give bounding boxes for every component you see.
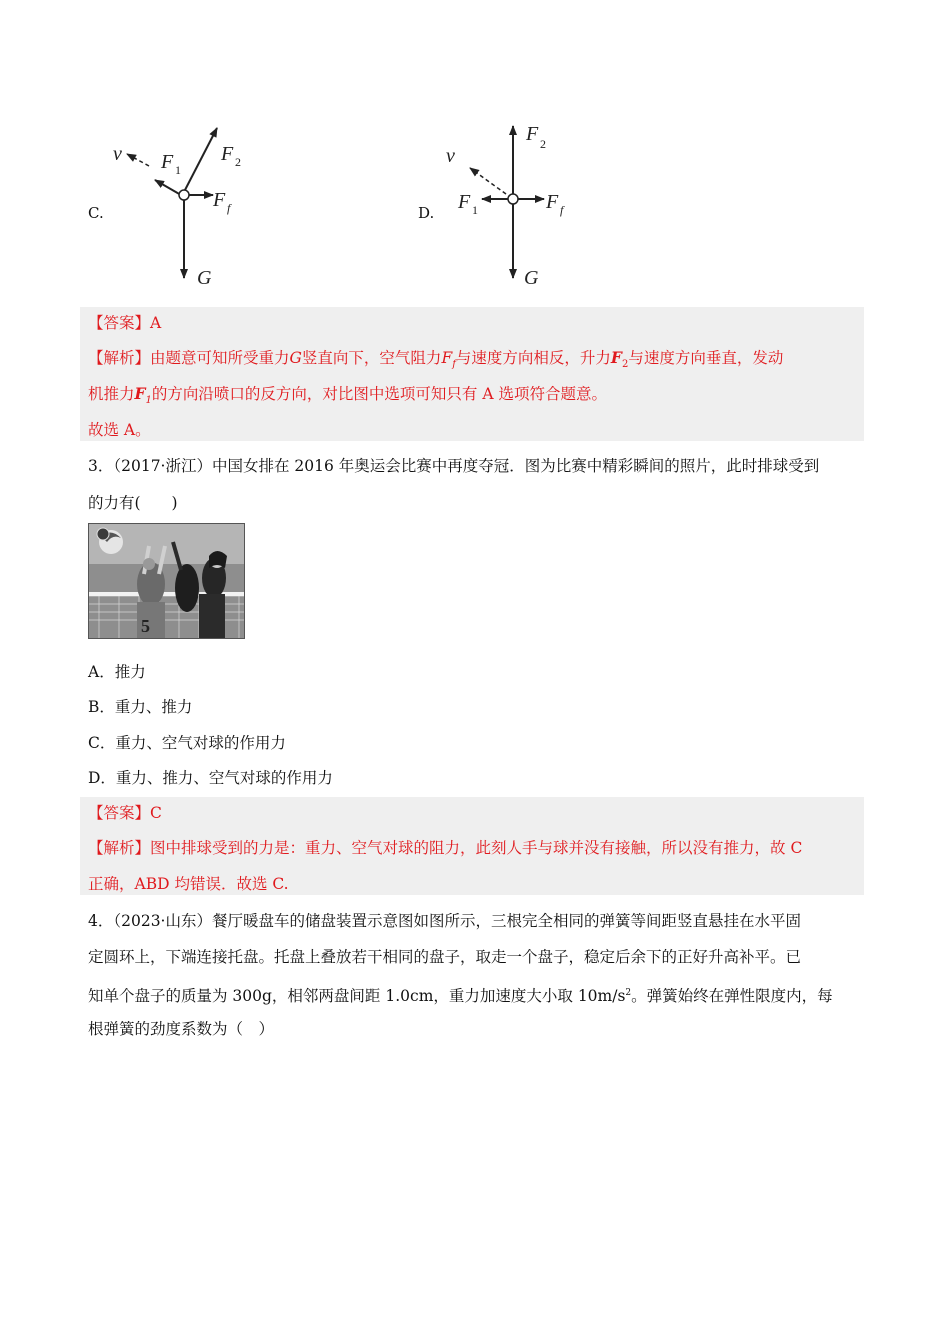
ff-sub: f [560,203,564,217]
f1-label: F [161,151,174,173]
v-label: v [446,145,455,167]
q2-answer [88,313,161,333]
ff-sub: f [227,201,231,215]
option-d-label: D. [418,204,435,222]
q4-stem-line-3 [88,983,833,1006]
ff-label: F [213,189,226,211]
q3-option-b[interactable]: B．重力、推力 [88,698,193,716]
q4-stem-line-1: 4．（2023·山东）餐厅暖盘车的储盘装置示意图如图所示，三根完全相同的弹簧等间距竖直悬挂在水平固 [88,912,801,930]
ff-label: F [546,191,559,213]
symbol-f1: F [134,384,146,403]
symbol-g: G [289,349,302,367]
velocity-arrow [470,168,506,194]
symbol-f2: F [610,348,622,367]
symbol-ff: F [441,349,453,367]
option-d-force-diagram [438,118,588,293]
answer-tag: 【答案】 [88,314,151,332]
volleyball-photo [88,523,245,639]
q4-stem-line-2: 定圆环上，下端连接托盘。托盘上叠放若干相同的盘子，取走一个盘子，稳定后余下的正好升高补平。已 [88,948,802,966]
f2-label: F [221,143,234,165]
f2-arrow [185,128,217,190]
f1-label: F [458,191,471,213]
f2-sub: 2 [235,155,241,169]
center-point [508,194,518,204]
f2-label: F [526,123,539,145]
analysis-tag: 【解析】 [88,349,151,367]
text: 竖直向下，空气阻力 [301,349,442,367]
q2-analysis-line-2 [88,384,607,411]
text: 由题意可知所受重力 [150,349,290,367]
analysis-tag: 【解析】 [88,839,151,857]
f1-sub: 1 [175,163,181,177]
text: 与速度方向垂直，发动 [628,349,784,367]
volleyball [97,528,109,540]
v-label: v [113,143,122,165]
option-c-label: C. [88,204,104,222]
text: 。弹簧始终在弹性限度内，每 [631,987,833,1006]
g-label: G [197,267,212,289]
q3-option-c[interactable]: C．重力、空气对球的作用力 [88,734,286,752]
velocity-arrow [127,154,149,166]
q2-conclusion: 故选 A。 [88,421,151,439]
answer-tag: 【答案】 [88,804,151,822]
symbol-f2-sub: 2 [621,359,629,371]
q4-stem-line-4: 根弹簧的劲度系数为（ ） [88,1020,275,1038]
q3-analysis-line-1 [88,838,802,858]
text: 的方向沿喷口的反方向，对比图中选项可知只有 A 选项符合题意。 [151,385,607,403]
q3-answer [88,803,162,823]
q2-analysis-line-1 [88,348,783,375]
jersey-number: 5 [141,616,150,636]
f1-arrow [155,180,181,195]
f2-sub: 2 [540,137,546,151]
answer-value: A [150,314,162,332]
q3-analysis-line-2: 正确，ABD 均错误．故选 C. [88,875,289,893]
q3-stem-line-1: 3．（2017·浙江）中国女排在 2016 年奥运会比赛中再度夺冠．图为比赛中精彩瞬间的照片，此时排球受到 [88,457,820,475]
analysis-text: 图中排球受到的力是：重力、空气对球的阻力，此刻人手与球并没有接触，所以没有推力，故 C [150,839,803,857]
q3-option-d[interactable]: D．重力、推力、空气对球的作用力 [88,769,333,787]
q3-stem-line-2: 的力有( ) [88,494,178,512]
text: 与速度方向相反，升力 [455,349,611,367]
text: 机推力 [88,385,135,403]
superscript: 2 [625,988,632,998]
option-c-force-diagram [105,118,265,293]
symbol-ff-sub: f [452,359,456,371]
q3-option-a[interactable]: A．推力 [88,663,146,681]
volleyball-scene [89,524,244,638]
center-point [179,190,189,200]
g-label: G [524,267,539,289]
answer-value: C [150,804,162,822]
text: 知单个盘子的质量为 300g，相邻两盘间距 1.0cm，重力加速度大小取 10m/s [88,987,626,1006]
f1-sub: 1 [472,203,478,217]
symbol-f1-sub: 1 [145,395,152,407]
